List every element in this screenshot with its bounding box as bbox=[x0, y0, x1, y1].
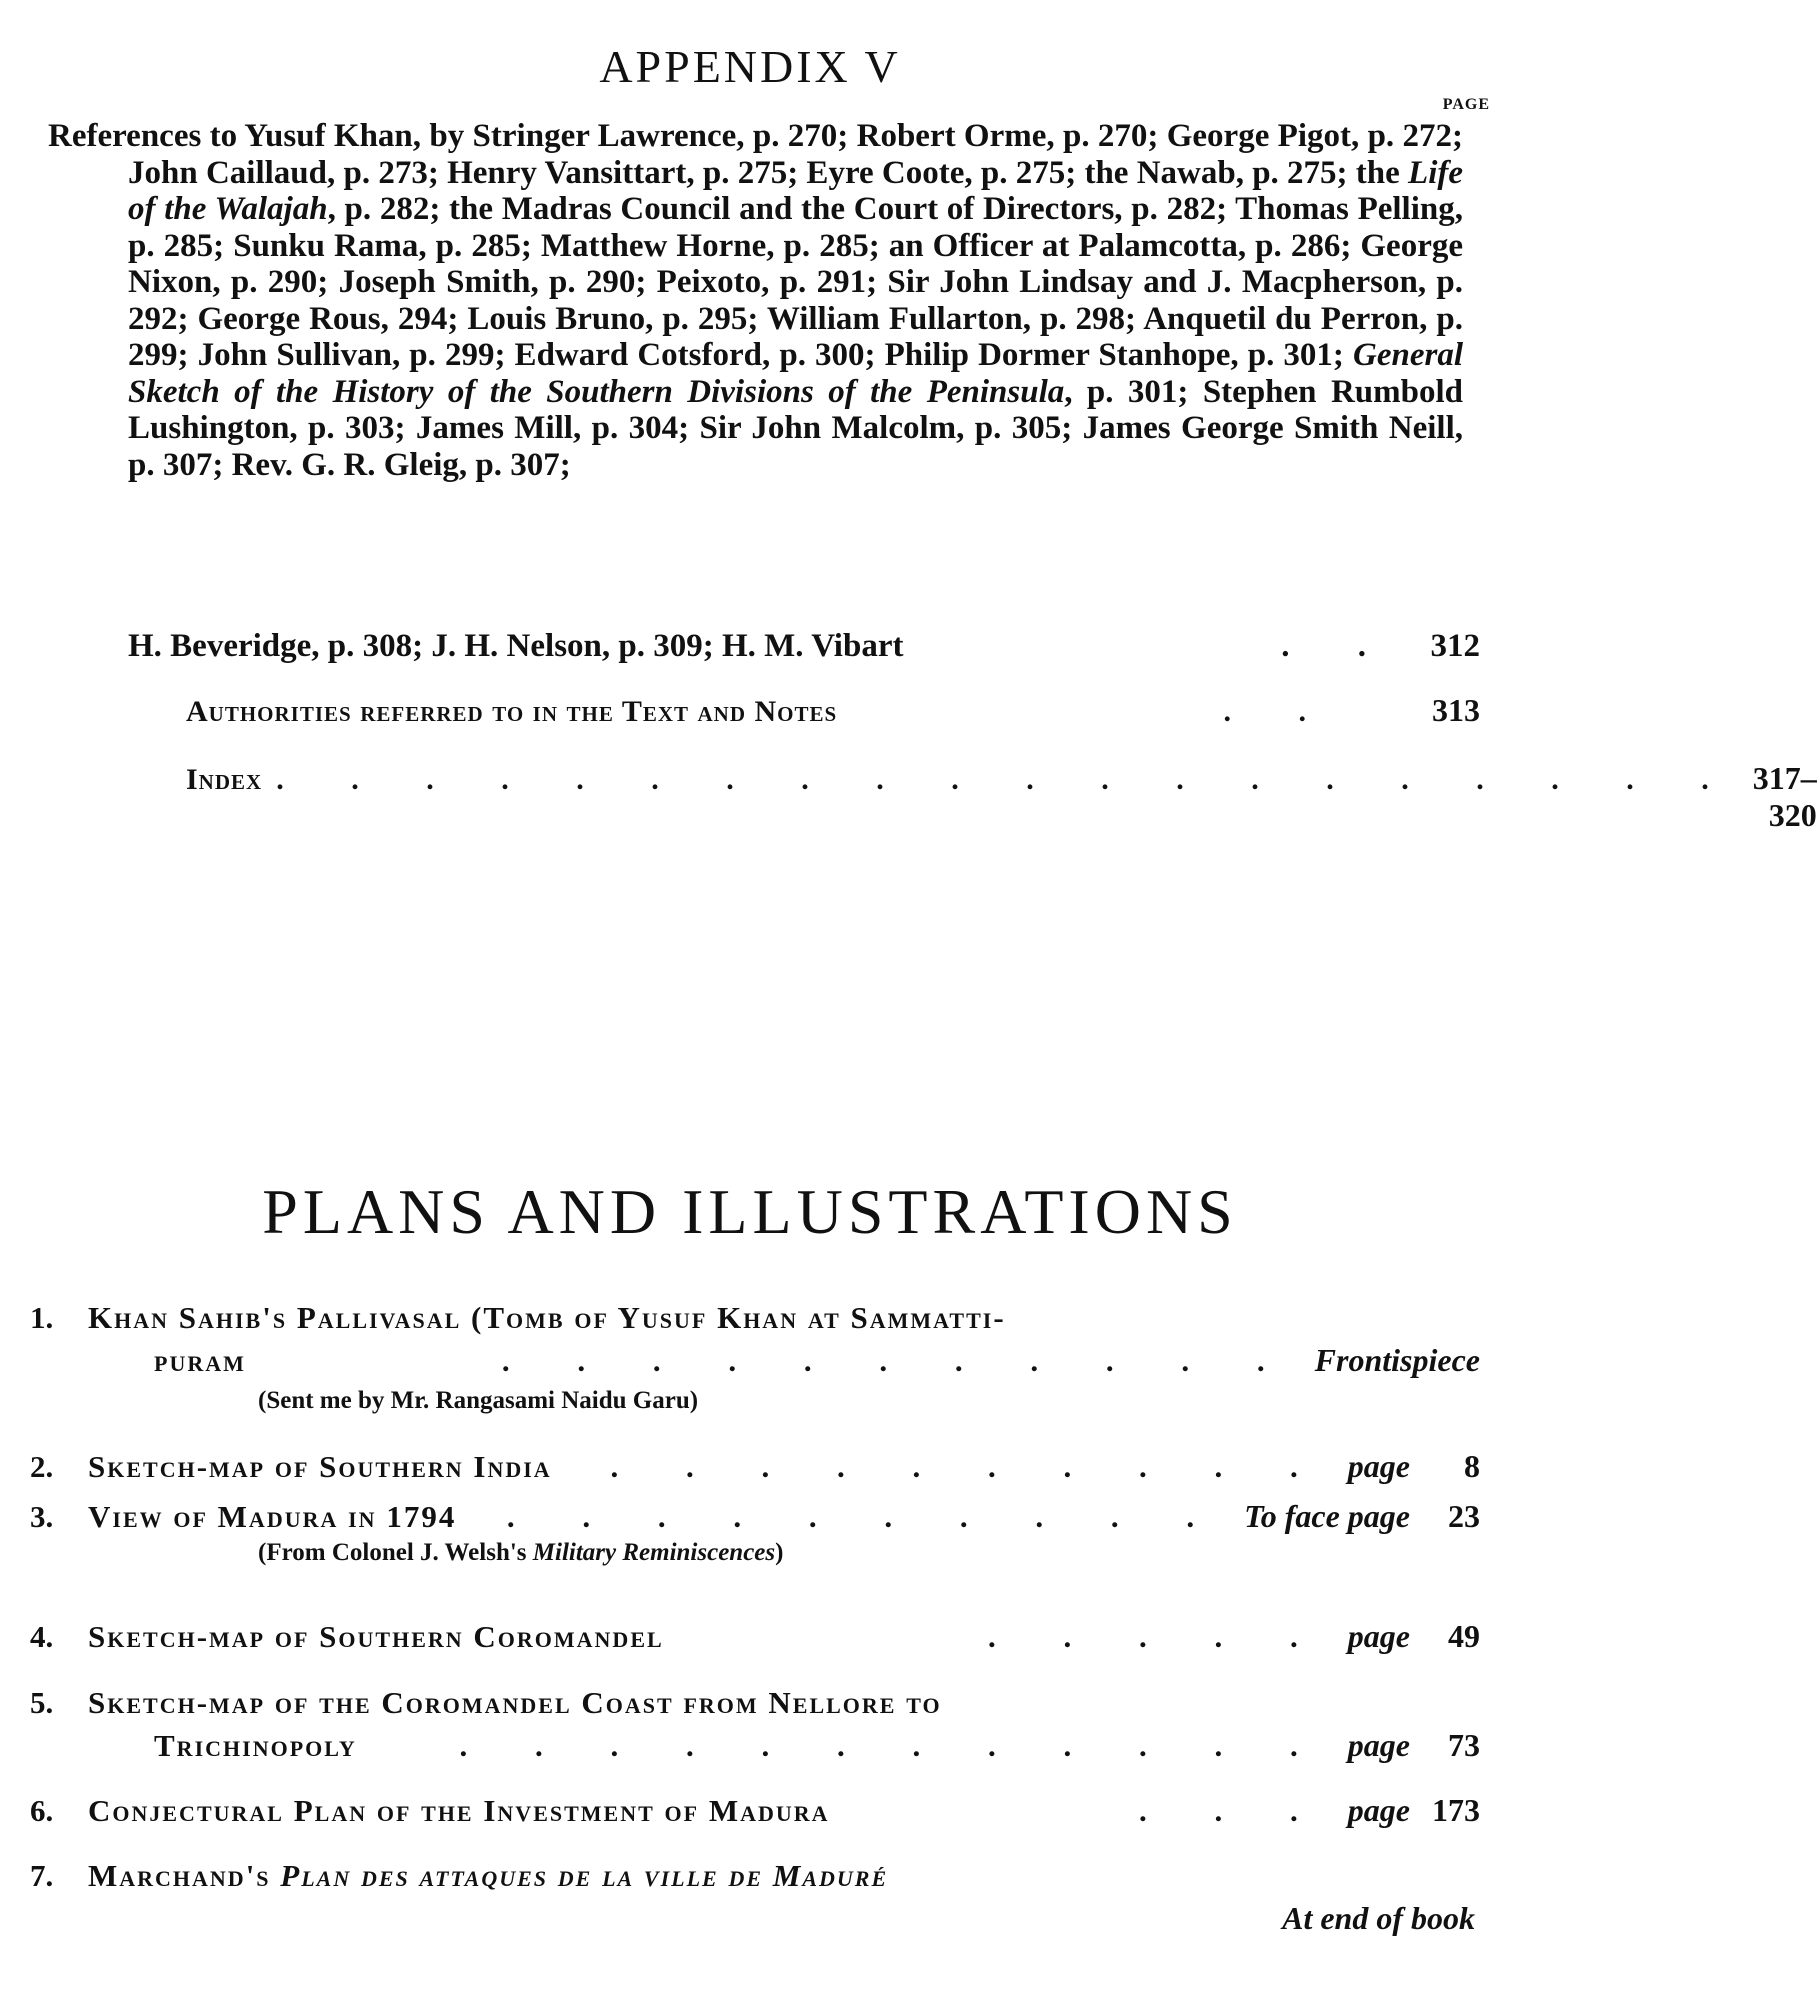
plate-source-suffix: ) bbox=[775, 1539, 784, 1566]
plate-page-number: 8 bbox=[1464, 1448, 1480, 1484]
plate-title-italic: Plan des attaques de la ville de Maduré bbox=[280, 1858, 889, 1893]
plate-page-label: page bbox=[1347, 1618, 1410, 1654]
plate-number: 2. bbox=[30, 1449, 54, 1484]
plate-number: 1. bbox=[30, 1300, 54, 1335]
plate-source-prefix: (From Colonel J. Welsh's bbox=[258, 1539, 533, 1566]
references-text-c: , p. 301; Stephen Rumbold Lushington, p. 303; James Mill, p. 304; Sir John Malcolm, p. 305; James George Smith Neill, p. 307; Rev. G. R. Gleig, p. 307; bbox=[128, 373, 1463, 483]
plate-page-number: 49 bbox=[1448, 1618, 1480, 1654]
plate-entry-5 bbox=[30, 1685, 1480, 1764]
plate-title-line1: Khan Sahib's Pallivasal (Tomb of Yusuf Khan at Sammatti- bbox=[88, 1300, 1006, 1335]
plate-source: (Sent me by Mr. Rangasami Naidu Garu) bbox=[258, 1387, 699, 1414]
references-text-a: References to Yusuf Khan, by Stringer Lawrence, p. 270; Robert Orme, p. 270; George Pigot, p. 272; John Caillaud, p. 273; Henry Vansittart, p. 275; Eyre Coote, p. 275; the Nawab, p. 275; the bbox=[48, 118, 1463, 191]
plate-number: 6. bbox=[30, 1793, 54, 1828]
toc-entry-index bbox=[186, 760, 1817, 834]
plate-title: Conjectural Plan of the Investment of Madura bbox=[88, 1793, 830, 1828]
plate-title-prefix: Marchand's bbox=[88, 1858, 281, 1893]
plate-source bbox=[30, 1539, 1480, 1567]
plate-page-label: page bbox=[1347, 1792, 1410, 1828]
dot-leader: . . bbox=[1281, 628, 1396, 664]
plate-number: 5. bbox=[30, 1685, 54, 1720]
plate-title-line2: Trichinopoly bbox=[154, 1728, 357, 1763]
plate-title-line1: Sketch-map of the Coromandel Coast from Nellore to bbox=[88, 1685, 942, 1720]
dot-leader: . . . . . . . . . . . . bbox=[459, 1728, 1328, 1763]
appendix-references-last-line bbox=[128, 628, 1480, 665]
references-page-number: 312 bbox=[1430, 628, 1480, 664]
plate-number: 3. bbox=[30, 1499, 54, 1534]
references-text-last: H. Beveridge, p. 308; J. H. Nelson, p. 309; H. M. Vibart bbox=[128, 628, 904, 664]
plate-entry-4 bbox=[30, 1618, 1480, 1655]
plate-source-italic: Military Reminiscences bbox=[532, 1539, 776, 1566]
dot-leader: . . . bbox=[1139, 1793, 1328, 1828]
index-page-range: 317–320 bbox=[1752, 760, 1817, 833]
plate-entry-1 bbox=[30, 1300, 1480, 1415]
plate-title: Sketch-map of Southern India bbox=[88, 1449, 552, 1484]
plate-page-number: 73 bbox=[1448, 1727, 1480, 1763]
plate-location: At end of book bbox=[1282, 1900, 1475, 1936]
plate-title: View of Madura in 1794 bbox=[88, 1499, 457, 1534]
dot-leader: . . . . . . . . . . . bbox=[501, 1343, 1295, 1378]
plate-entry-7 bbox=[30, 1858, 1480, 1937]
plate-entry-2 bbox=[30, 1448, 1480, 1485]
references-text-b: , p. 282; the Madras Council and the Court of Directors, p. 282; Thomas Pelling, p. 285; Sunku Rama, p. 285; Matthew Horne, p. 285; an Officer at Palamcotta, p. 286; George Nixon, p. 290; Joseph Smith, p. 290; Peixoto, p. 291; Sir John Lindsay and J. Macpherson, p. 292; George Rous, 294; Louis Bruno, p. 295; William Fullarton, p. 298; Anquetil du Perron, p. 299; John Sullivan, p. 299; Edward Cotsford, p. 300; Philip Dormer Stanhope, p. 301; bbox=[128, 191, 1463, 373]
index-label: Index bbox=[186, 763, 263, 796]
plans-section-title: PLANS AND ILLUSTRATIONS bbox=[262, 1176, 1238, 1247]
authorities-label: Authorities referred to in the Text and Notes bbox=[186, 695, 838, 728]
plate-title: Sketch-map of Southern Coromandel bbox=[88, 1619, 664, 1654]
plate-location: Frontispiece bbox=[1314, 1342, 1480, 1378]
dot-leader: . . . . . . . . . . . . . . . . . . . . bbox=[276, 763, 1739, 796]
plate-title-line2: puram bbox=[154, 1343, 246, 1378]
page-column-label: PAGE bbox=[1442, 96, 1490, 113]
plate-number: 4. bbox=[30, 1619, 54, 1654]
appendix-references bbox=[48, 118, 1463, 483]
dot-leader: . . . . . . . . . . bbox=[506, 1499, 1225, 1534]
plate-page-label: page bbox=[1347, 1448, 1410, 1484]
appendix-title: APPENDIX V bbox=[599, 41, 901, 92]
dot-leader: . . bbox=[1223, 695, 1336, 728]
authorities-page-number: 313 bbox=[1432, 692, 1480, 728]
plate-page-label: To face page bbox=[1244, 1498, 1410, 1534]
references-italic-title-b: General Sketch of the History of the Southern Divisions of the Peninsula bbox=[128, 337, 1463, 410]
plate-page-number: 173 bbox=[1432, 1792, 1480, 1828]
plate-entry-3 bbox=[30, 1498, 1480, 1567]
plate-page-number: 23 bbox=[1448, 1498, 1480, 1534]
dot-leader: . . . . . . . . . . bbox=[610, 1449, 1328, 1484]
plate-page-label: page bbox=[1347, 1727, 1410, 1763]
plate-entry-6 bbox=[30, 1792, 1480, 1829]
toc-entry-authorities bbox=[186, 692, 1480, 729]
dot-leader: . . . . . bbox=[988, 1619, 1328, 1654]
references-italic-title-a: Life of the Walajah bbox=[128, 154, 1464, 227]
plate-number: 7. bbox=[30, 1858, 54, 1893]
